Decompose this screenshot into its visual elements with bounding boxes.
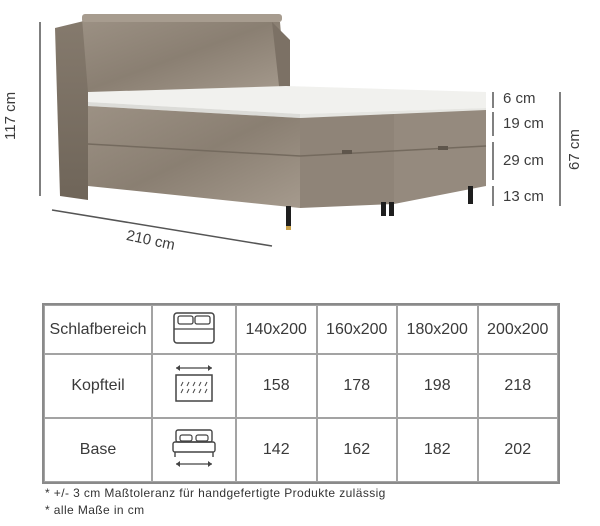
footnote-tolerance: * +/- 3 cm Maßtoleranz für handgefertigte Produkte zulässig: [45, 486, 386, 500]
row-label-kopfteil: Kopfteil: [44, 354, 152, 418]
table-header-row: [44, 305, 558, 354]
table-row: [44, 418, 558, 482]
bed-base-icon: [152, 418, 236, 482]
size-160x200: 160x200: [317, 305, 398, 354]
base-200: 202: [478, 418, 559, 482]
footnote-units: * alle Maße in cm: [45, 503, 145, 517]
dimension-side-height: 67 cm: [566, 129, 583, 170]
kopfteil-140: 158: [236, 354, 317, 418]
dimension-length: 210 cm: [124, 227, 177, 254]
headboard-icon: [152, 354, 236, 418]
size-140x200: 140x200: [236, 305, 317, 354]
kopfteil-180: 198: [397, 354, 478, 418]
dimension-topper: 6 cm: [503, 90, 536, 107]
dimension-feet: 13 cm: [503, 188, 544, 205]
base-180: 182: [397, 418, 478, 482]
dimension-box: 29 cm: [503, 152, 544, 169]
sleeping-area-icon: [152, 305, 236, 354]
size-200x200: 200x200: [478, 305, 559, 354]
size-180x200: 180x200: [397, 305, 478, 354]
size-table: [42, 303, 560, 484]
dimension-mattress: 19 cm: [503, 115, 544, 132]
kopfteil-160: 178: [317, 354, 398, 418]
table-row: [44, 354, 558, 418]
dimension-total-height: 117 cm: [2, 91, 19, 140]
row-label-base: Base: [44, 418, 152, 482]
kopfteil-200: 218: [478, 354, 559, 418]
base-160: 162: [317, 418, 398, 482]
header-label: Schlafbereich: [44, 305, 152, 354]
base-140: 142: [236, 418, 317, 482]
